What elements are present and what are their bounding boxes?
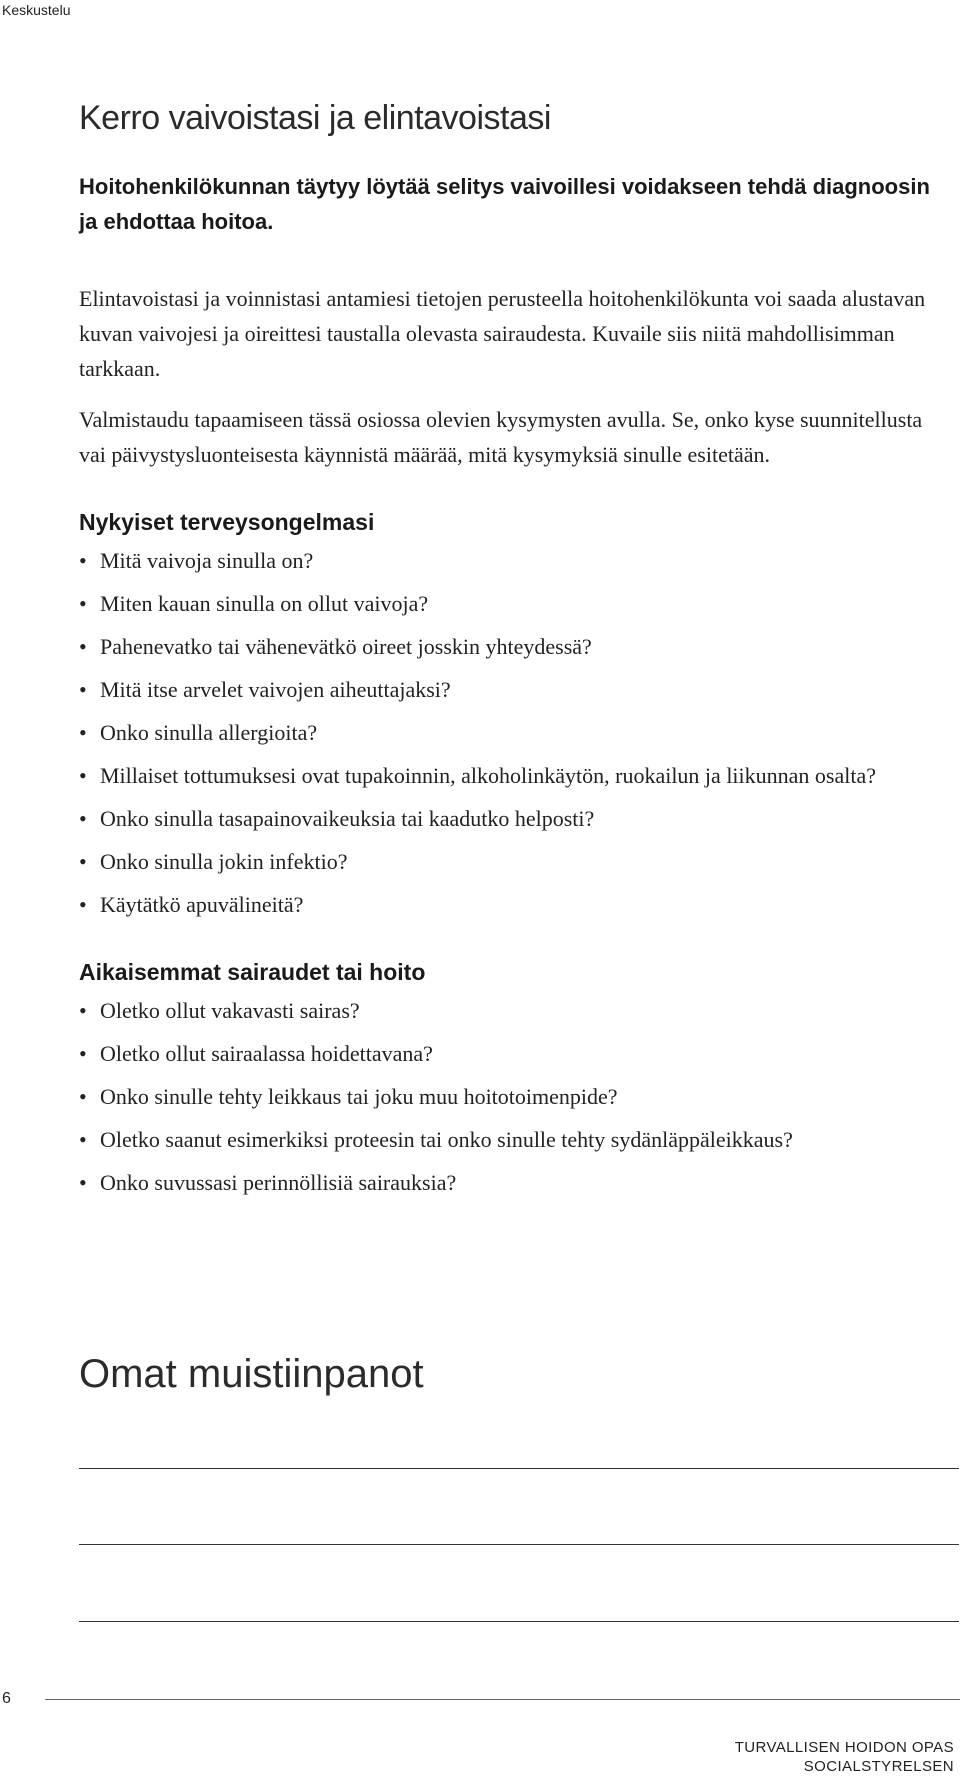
note-line (79, 1544, 959, 1545)
intro-paragraph: Elintavoistasi ja voinnistasi antamiesi tietojen perusteella hoitohenkilökunta voi saada alustavan kuvan vaivojesi ja oireittesi taustalla olevasta sairaudesta. Kuvaile siis niitä mahdollisimman tarkkaan. (79, 285, 926, 381)
brand-title: TURVALLISEN HOIDON OPAS (734, 1739, 954, 1756)
list-item: • Pahenevatko tai vähenevätkö oireet josskin yhteydessä? (79, 630, 949, 664)
publisher-brand (735, 1738, 954, 1776)
section-tag: Keskustelu (2, 2, 71, 18)
list-item: • Oletko ollut vakavasti sairas? (79, 994, 949, 1028)
list-item: • Mitä vaivoja sinulla on? (79, 544, 949, 578)
preparation-paragraph: Valmistaudu tapaamiseen tässä osiossa olevien kysymysten avulla. Se, onko kyse suunnitellusta vai päivystysluonteisesta käynnistä määrää, mitä kysymyksiä sinulle esitetään. (79, 406, 923, 467)
list-item: • Oletko saanut esimerkiksi proteesin tai onko sinulle tehty sydänläppäleikkaus? (79, 1123, 949, 1157)
list-item: • Millaiset tottumuksesi ovat tupakoinnin, alkoholinkäytön, ruokailun ja liikunnan osalta? (79, 759, 949, 793)
current-problems-list (79, 544, 949, 922)
list-item: • Oletko ollut sairaalassa hoidettavana? (79, 1037, 949, 1071)
note-line (79, 1621, 959, 1622)
list-item: • Käytätkö apuvälineitä? (79, 888, 949, 922)
current-problems-heading: Nykyiset terveysongelmasi (79, 508, 375, 535)
page-number: 6 (2, 1690, 11, 1707)
list-item: • Onko sinulla jokin infektio? (79, 845, 949, 879)
note-line (79, 1468, 959, 1469)
list-item: • Miten kauan sinulla on ollut vaivoja? (79, 587, 949, 621)
intro-lead: Hoitohenkilökunnan täytyy löytää selitys vaivoillesi voidakseen tehdä diagnoosin ja ehdottaa hoitoa. (79, 173, 930, 234)
main-content (79, 98, 949, 1209)
list-item: • Onko sinulla allergioita? (79, 716, 949, 750)
list-item: • Onko suvussasi perinnöllisiä sairauksia? (79, 1166, 949, 1200)
notes-title: Omat muistiinpanot (79, 1352, 424, 1396)
previous-illnesses-list (79, 994, 949, 1200)
brand-publisher: SOCIALSTYRELSEN (803, 1758, 954, 1775)
list-item: • Mitä itse arvelet vaivojen aiheuttajaksi? (79, 673, 949, 707)
footer-rule (45, 1699, 960, 1700)
list-item: • Onko sinulla tasapainovaikeuksia tai kaadutko helposti? (79, 802, 949, 836)
list-item: • Onko sinulle tehty leikkaus tai joku muu hoitotoimenpide? (79, 1080, 949, 1114)
previous-illnesses-heading: Aikaisemmat sairaudet tai hoito (79, 958, 426, 985)
page-title: Kerro vaivoistasi ja elintavoistasi (79, 99, 551, 137)
